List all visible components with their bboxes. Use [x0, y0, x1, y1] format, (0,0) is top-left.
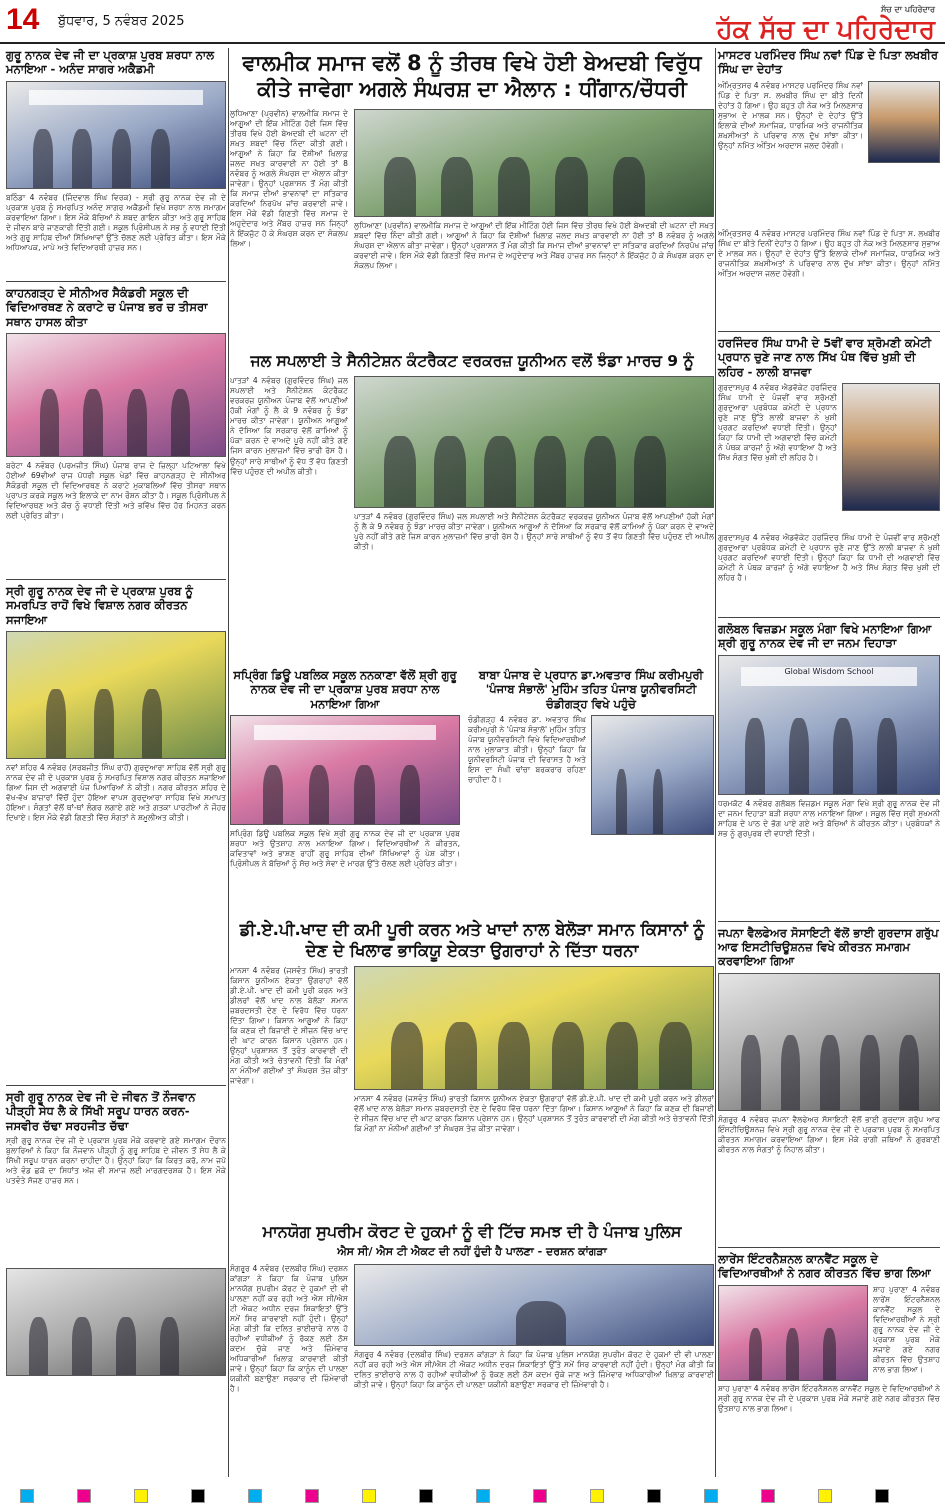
color-swatch [647, 1489, 661, 1503]
article-headline: ਸਪ੍ਰਿੰਗ ਡਿਊ ਪਬਲਿਕ ਸਕੂਲ ਨਨਕਾਣਾ ਵੱਲੋਂ ਸ਼੍ਰੀ ਗੁਰੂ ਨਾਨਕ ਦੇਵ ਜੀ ਦਾ ਪ੍ਰਕਾਸ਼ ਪੁਰਬ ਸ਼ਰਧਾ ਨਾਲ ਮਨਾਇਆ ਗਿਆ [233, 668, 457, 711]
color-swatch [20, 1489, 34, 1503]
color-swatch [248, 1489, 262, 1503]
article-body: ਗੁਰਦਾਸਪੁਰ 4 ਨਵੰਬਰ ਐਡਵੋਕੇਟ ਹਰਜਿੰਦਰ ਸਿੰਘ ਧਾਮੀ ਦੇ ਪੰਜਵੀਂ ਵਾਰ ਸ਼੍ਰੋਮਣੀ ਗੁਰਦੁਆਰਾ ਪ੍ਰਬੰਧਕ ਕਮੇਟੀ ਦੇ ਪ੍ਰਧਾਨ ਚੁਣੇ ਜਾਣ ਉੱਤੇ ਲਾਲੀ ਬਾਜਵਾ ਨੇ ਖੁਸ਼ੀ ਪ੍ਰਗਟ ਕਰਦਿਆਂ ਵਧਾਈ ਦਿੱਤੀ। ਉਨ੍ਹਾਂ ਕਿਹਾ ਕਿ ਧਾਮੀ ਦੀ ਅਗਵਾਈ ਵਿੱਚ ਕਮੇਟੀ ਨੇ ਪੰਥਕ ਕਾਰਜਾਂ ਨੂੰ ਅੱਗੇ ਵਧਾਇਆ ਹੈ ਅਤੇ ਸਿੱਖ ਸੰਗਤ ਵਿੱਚ ਖੁਸ਼ੀ ਦੀ ਲਹਿਰ ਹੈ। [718, 532, 940, 582]
article-headline: ਮਾਨਯੋਗ ਸੁਪਰੀਮ ਕੋਰਟ ਦੇ ਹੁਕਮਾਂ ਨੂੰ ਵੀ ਟਿੱਚ ਸਮਝ ਦੀ ਹੈ ਪੰਜਾਬ ਪੁਲਿਸ [262, 1222, 682, 1241]
page-number: 14 [6, 3, 40, 36]
university-visit-photo [591, 715, 714, 835]
color-swatch [818, 1489, 832, 1503]
article-body: ਸ਼ਾਹ ਪੁਰਾਣਾ 4 ਨਵੰਬਰ ਲਾਰੇਂਸ ਇੰਟਰਨੈਸ਼ਨਲ ਕਾਨਵੈਂਟ ਸਕੂਲ ਦੇ ਵਿਦਿਆਰਥੀਆਂ ਨੇ ਸ੍ਰੀ ਗੁਰੂ ਨਾਨਕ ਦੇਵ ਜੀ ਦੇ ਪ੍ਰਕਾਸ਼ ਪੁਰਬ ਮੌਕੇ ਸਜਾਏ ਗਏ ਨਗਰ ਕੀਰਤਨ ਵਿੱਚ ਉਤਸ਼ਾਹ ਨਾਲ ਭਾਗ ਲਿਆ। [873, 1284, 940, 1374]
article-headline: ਮਾਸਟਰ ਪਰਮਿੰਦਰ ਸਿੰਘ ਨਵਾਂ ਪਿੰਡ ਦੇ ਪਿਤਾ ਲਖਬੀਰ ਸਿੰਘ ਦਾ ਦੇਹਾਂਤ [718, 48, 938, 77]
press-conference-photo [354, 1264, 714, 1346]
article-headline: ਗਲੋਬਲ ਵਿਜ਼ਡਮ ਸਕੂਲ ਮੰਗਾ ਵਿਖੇ ਮਨਾਇਆ ਗਿਆ ਸ਼੍ਰੀ ਗੁਰੂ ਨਾਨਕ ਦੇਵ ਜੀ ਦਾ ਜਨਮ ਦਿਹਾੜਾ [718, 621, 932, 651]
article-body: ਗੁਰਦਾਸਪੁਰ 4 ਨਵੰਬਰ ਐਡਵੋਕੇਟ ਹਰਜਿੰਦਰ ਸਿੰਘ ਧਾਮੀ ਦੇ ਪੰਜਵੀਂ ਵਾਰ ਸ਼੍ਰੋਮਣੀ ਗੁਰਦੁਆਰਾ ਪ੍ਰਬੰਧਕ ਕਮੇਟੀ ਦੇ ਪ੍ਰਧਾਨ ਚੁਣੇ ਜਾਣ ਉੱਤੇ ਲਾਲੀ ਬਾਜਵਾ ਨੇ ਖੁਸ਼ੀ ਪ੍ਰਗਟ ਕਰਦਿਆਂ ਵਧਾਈ ਦਿੱਤੀ। ਉਨ੍ਹਾਂ ਕਿਹਾ ਕਿ ਧਾਮੀ ਦੀ ਅਗਵਾਈ ਵਿੱਚ ਕਮੇਟੀ ਨੇ ਪੰਥਕ ਕਾਰਜਾਂ ਨੂੰ ਅੱਗੇ ਵਧਾਇਆ ਹੈ ਅਤੇ ਸਿੱਖ ਸੰਗਤ ਵਿੱਚ ਖੁਸ਼ੀ ਦੀ ਲਹਿਰ ਹੈ। [718, 382, 837, 462]
article-body: ਮਾਨਸਾ 4 ਨਵੰਬਰ (ਜਸਵੰਤ ਸਿੰਘ) ਭਾਰਤੀ ਕਿਸਾਨ ਯੂਨੀਅਨ ਏਕਤਾ ਉਗਰਾਹਾਂ ਵੱਲੋਂ ਡੀ.ਏ.ਪੀ. ਖਾਦ ਦੀ ਕਮੀ ਪੂਰੀ ਕਰਨ ਅਤੇ ਡੀਲਰਾਂ ਵੱਲੋਂ ਖਾਦ ਨਾਲ ਬੇਲੋੜਾ ਸਮਾਨ ਜ਼ਬਰਦਸਤੀ ਦੇਣ ਦੇ ਵਿਰੋਧ ਵਿੱਚ ਧਰਨਾ ਦਿੱਤਾ ਗਿਆ। ਕਿਸਾਨ ਆਗੂਆਂ ਨੇ ਕਿਹਾ ਕਿ ਕਣਕ ਦੀ ਬਿਜਾਈ ਦੇ ਸੀਜ਼ਨ ਵਿੱਚ ਖਾਦ ਦੀ ਘਾਟ ਕਾਰਨ ਕਿਸਾਨ ਪ੍ਰੇਸ਼ਾਨ ਹਨ। ਉਨ੍ਹਾਂ ਪ੍ਰਸ਼ਾਸਨ ਤੋਂ ਤੁਰੰਤ ਕਾਰਵਾਈ ਦੀ ਮੰਗ ਕੀਤੀ ਅਤੇ ਚੇਤਾਵਨੀ ਦਿੱਤੀ ਕਿ ਮੰਗਾਂ ਨਾ ਮੰਨੀਆਂ ਗਈਆਂ ਤਾਂ ਸੰਘਰਸ਼ ਤੇਜ਼ ਕੀਤਾ ਜਾਵੇਗਾ। [230, 966, 348, 1086]
article-headline: ਹਰਜਿੰਦਰ ਸਿੰਘ ਧਾਮੀ ਦੇ 5ਵੀਂ ਵਾਰ ਸ਼੍ਰੋਮਣੀ ਕਮੇਟੀ ਪ੍ਰਧਾਨ ਚੁਣੇ ਜਾਣ ਨਾਲ ਸਿੱਖ ਪੰਥ ਵਿੱਚ ਖੁਸ਼ੀ ਦੀ ਲਹਿਰ - ਲਾਲੀ ਬਾਜਵਾ [718, 335, 932, 379]
article-headline: ਲਾਰੇਂਸ ਇੰਟਰਨੈਸ਼ਨਲ ਕਾਨਵੈਂਟ ਸਕੂਲ ਦੇ ਵਿਦਿਆਰਥੀਆਂ ਨੇ ਨਗਰ ਕੀਰਤਨ ਵਿੱਚ ਭਾਗ ਲਿਆ [718, 1251, 931, 1281]
masthead-tagline: ਸੱਚ ਦਾ ਪਹਿਰੇਦਾਰ [880, 4, 935, 14]
article-headline: ਜਲ ਸਪਲਾਈ ਤੇ ਸੈਨੀਟੇਸ਼ਨ ਕੰਟਰੈਕਟ ਵਰਕਰਜ਼ ਯੂਨੀਅਨ ਵਲੋਂ ਝੰਡਾ ਮਾਰਚ 9 ਨੂੰ [250, 352, 694, 370]
school-celebration-photo [230, 715, 460, 825]
color-swatch [533, 1489, 547, 1503]
color-swatch [875, 1489, 889, 1503]
color-swatch [191, 1489, 205, 1503]
masthead [717, 4, 935, 46]
main-section [230, 50, 714, 399]
color-swatch [476, 1489, 490, 1503]
left-column [6, 48, 226, 1376]
article-headline: ਡੀ.ਏ.ਪੀ.ਖਾਦ ਦੀ ਕਮੀ ਪੂਰੀ ਕਰਨ ਅਤੇ ਖਾਦਾਂ ਨਾਲ ਬੇਲੋੜਾ ਸਮਾਨ ਕਿਸਾਨਾਂ ਨੂੰ ਦੇਣ ਦੇ ਖਿਲਾਫ ਭਾਕਿਯੂ ਏਕਤਾ ਉਗਰਾਹਾਂ ਨੇ ਦਿੱਤਾ ਧਰਨਾ [239, 920, 705, 960]
article-body: ਸ਼ਾਹ ਪੁਰਾਣਾ 4 ਨਵੰਬਰ ਲਾਰੇਂਸ ਇੰਟਰਨੈਸ਼ਨਲ ਕਾਨਵੈਂਟ ਸਕੂਲ ਦੇ ਵਿਦਿਆਰਥੀਆਂ ਨੇ ਸ੍ਰੀ ਗੁਰੂ ਨਾਨਕ ਦੇਵ ਜੀ ਦੇ ਪ੍ਰਕਾਸ਼ ਪੁਰਬ ਮੌਕੇ ਸਜਾਏ ਗਏ ਨਗਰ ਕੀਰਤਨ ਵਿੱਚ ਉਤਸ਼ਾਹ ਨਾਲ ਭਾਗ ਲਿਆ। [718, 1383, 940, 1413]
article-body: ਬਰੇਟਾ 4 ਨਵੰਬਰ (ਪਰਮਜੀਤ ਸਿੰਘ) ਪੰਜਾਬ ਰਾਜ ਦੇ ਜ਼ਿਲ੍ਹਾ ਪਟਿਆਲਾ ਵਿਖੇ ਹੋਈਆਂ 69ਵੀਆਂ ਰਾਜ ਪੱਧਰੀ ਸਕੂਲ ਖੇਡਾਂ ਵਿੱਚ ਕਾਹਨਗੜ੍ਹ ਦੇ ਸੀਨੀਅਰ ਸੈਕੰਡਰੀ ਸਕੂਲ ਦੀ ਵਿਦਿਆਰਥਣ ਨੇ ਕਰਾਟੇ ਮੁਕਾਬਲਿਆਂ ਵਿੱਚ ਤੀਸਰਾ ਸਥਾਨ ਪ੍ਰਾਪਤ ਕਰਕੇ ਸਕੂਲ ਅਤੇ ਇਲਾਕੇ ਦਾ ਨਾਮ ਰੌਸ਼ਨ ਕੀਤਾ ਹੈ। ਸਕੂਲ ਪ੍ਰਿੰਸੀਪਲ ਨੇ ਵਿਦਿਆਰਥਣ ਅਤੇ ਕੋਚ ਨੂੰ ਵਧਾਈ ਦਿੱਤੀ ਅਤੇ ਭਵਿੱਖ ਵਿੱਚ ਹੋਰ ਮਿਹਨਤ ਕਰਨ ਲਈ ਪ੍ਰੇਰਿਤ ਕੀਤਾ। [6, 460, 226, 520]
article-body: ਸੰਗਰੂਰ 4 ਨਵੰਬਰ (ਦਲਬੀਰ ਸਿੰਘ) ਦਰਸ਼ਨ ਕਾਂਗੜਾ ਨੇ ਕਿਹਾ ਕਿ ਪੰਜਾਬ ਪੁਲਿਸ ਮਾਨਯੋਗ ਸੁਪਰੀਮ ਕੋਰਟ ਦੇ ਹੁਕਮਾਂ ਦੀ ਵੀ ਪਾਲਣਾ ਨਹੀਂ ਕਰ ਰਹੀ ਅਤੇ ਐਸ ਸੀ/ਐਸ ਟੀ ਐਕਟ ਅਧੀਨ ਦਰਜ ਸ਼ਿਕਾਇਤਾਂ ਉੱਤੇ ਸਮੇਂ ਸਿਰ ਕਾਰਵਾਈ ਨਹੀਂ ਹੁੰਦੀ। ਉਨ੍ਹਾਂ ਮੰਗ ਕੀਤੀ ਕਿ ਦਲਿਤ ਭਾਈਚਾਰੇ ਨਾਲ ਹੋ ਰਹੀਆਂ ਵਧੀਕੀਆਂ ਨੂੰ ਰੋਕਣ ਲਈ ਠੋਸ ਕਦਮ ਚੁੱਕੇ ਜਾਣ ਅਤੇ ਜ਼ਿੰਮੇਵਾਰ ਅਧਿਕਾਰੀਆਂ ਖ਼ਿਲਾਫ਼ ਕਾਰਵਾਈ ਕੀਤੀ ਜਾਵੇ। ਉਨ੍ਹਾਂ ਕਿਹਾ ਕਿ ਕਾਨੂੰਨ ਦੀ ਪਾਲਣਾ ਯਕੀਨੀ ਬਣਾਉਣਾ ਸਰਕਾਰ ਦੀ ਜ਼ਿੰਮੇਵਾਰੀ ਹੈ। [230, 1264, 348, 1394]
color-swatch [419, 1489, 433, 1503]
article-body: ਸੰਗਰੂਰ 4 ਨਵੰਬਰ ਜਪਨਾ ਵੈਲਫੇਅਰ ਸੋਸਾਇਟੀ ਵੱਲੋਂ ਭਾਈ ਗੁਰਦਾਸ ਗਰੁੱਪ ਆਫ ਇੰਸਟੀਚਿਊਸ਼ਨਜ਼ ਵਿਖੇ ਸ੍ਰੀ ਗੁਰੂ ਨਾਨਕ ਦੇਵ ਜੀ ਦੇ ਪ੍ਰਕਾਸ਼ ਪੁਰਬ ਨੂੰ ਸਮਰਪਿਤ ਕੀਰਤਨ ਸਮਾਗਮ ਕਰਵਾਇਆ ਗਿਆ। ਇਸ ਮੌਕੇ ਰਾਗੀ ਜਥਿਆਂ ਨੇ ਗੁਰਬਾਣੀ ਕੀਰਤਨ ਨਾਲ ਸੰਗਤਾਂ ਨੂੰ ਨਿਹਾਲ ਕੀਤਾ। [718, 1114, 940, 1154]
nagar-kirtan-photo [6, 631, 226, 759]
right-column [718, 48, 940, 1456]
page-header [0, 0, 945, 44]
article-body: ਲੁਧਿਆਣਾ (ਪ੍ਰਵੀਨ) ਵਾਲਮੀਕਿ ਸਮਾਜ ਦੇ ਆਗੂਆਂ ਦੀ ਇੱਕ ਮੀਟਿੰਗ ਹੋਈ ਜਿਸ ਵਿੱਚ ਤੀਰਥ ਵਿਖੇ ਹੋਈ ਬੇਅਦਬੀ ਦੀ ਘਟਨਾ ਦੀ ਸਖ਼ਤ ਸ਼ਬਦਾਂ ਵਿੱਚ ਨਿੰਦਾ ਕੀਤੀ ਗਈ। ਆਗੂਆਂ ਨੇ ਕਿਹਾ ਕਿ ਦੋਸ਼ੀਆਂ ਖ਼ਿਲਾਫ਼ ਜਲਦ ਸਖ਼ਤ ਕਾਰਵਾਈ ਨਾ ਹੋਈ ਤਾਂ 8 ਨਵੰਬਰ ਨੂੰ ਅਗਲੇ ਸੰਘਰਸ਼ ਦਾ ਐਲਾਨ ਕੀਤਾ ਜਾਵੇਗਾ। ਉਨ੍ਹਾਂ ਪ੍ਰਸ਼ਾਸਨ ਤੋਂ ਮੰਗ ਕੀਤੀ ਕਿ ਸਮਾਜ ਦੀਆਂ ਭਾਵਨਾਵਾਂ ਦਾ ਸਤਿਕਾਰ ਕਰਦਿਆਂ ਨਿਰਪੱਖ ਜਾਂਚ ਕਰਵਾਈ ਜਾਵੇ। ਇਸ ਮੌਕੇ ਵੱਡੀ ਗਿਣਤੀ ਵਿੱਚ ਸਮਾਜ ਦੇ ਅਹੁਦੇਦਾਰ ਅਤੇ ਮੈਂਬਰ ਹਾਜ਼ਰ ਸਨ ਜਿਨ੍ਹਾਂ ਨੇ ਇੱਕਜੁੱਟ ਹੋ ਕੇ ਸੰਘਰਸ਼ ਕਰਨ ਦਾ ਸੰਕਲਪ ਲਿਆ। [230, 108, 348, 248]
farmers-protest-photo [354, 966, 714, 1090]
color-swatch [77, 1489, 91, 1503]
article-body: ਪਾਤੜਾਂ 4 ਨਵੰਬਰ (ਗੁਰਵਿੰਦਰ ਸਿੰਘ) ਜਲ ਸਪਲਾਈ ਅਤੇ ਸੈਨੀਟੇਸ਼ਨ ਕੰਟਰੈਕਟ ਵਰਕਰਜ਼ ਯੂਨੀਅਨ ਪੰਜਾਬ ਵੱਲੋਂ ਆਪਣੀਆਂ ਹੱਕੀ ਮੰਗਾਂ ਨੂੰ ਲੈ ਕੇ 9 ਨਵੰਬਰ ਨੂੰ ਝੰਡਾ ਮਾਰਚ ਕੀਤਾ ਜਾਵੇਗਾ। ਯੂਨੀਅਨ ਆਗੂਆਂ ਨੇ ਦੱਸਿਆ ਕਿ ਸਰਕਾਰ ਵੱਲੋਂ ਕਾਮਿਆਂ ਨੂੰ ਪੱਕਾ ਕਰਨ ਦੇ ਵਾਅਦੇ ਪੂਰੇ ਨਹੀਂ ਕੀਤੇ ਗਏ ਜਿਸ ਕਾਰਨ ਮੁਲਾਜ਼ਮਾਂ ਵਿੱਚ ਭਾਰੀ ਰੋਸ ਹੈ। ਉਨ੍ਹਾਂ ਸਾਰੇ ਸਾਥੀਆਂ ਨੂੰ ਵੱਧ ਤੋਂ ਵੱਧ ਗਿਣਤੀ ਵਿੱਚ ਪਹੁੰਚਣ ਦੀ ਅਪੀਲ ਕੀਤੀ। [230, 376, 348, 476]
article-headline: ਜਪਨਾ ਵੈਲਫੇਅਰ ਸੋਸਾਇਟੀ ਵੱਲੋਂ ਭਾਈ ਗੁਰਦਾਸ ਗਰੁੱਪ ਆਫ ਇਸਟੀਚਿਊਸ਼ਨਜ਼ ਵਿਖੇ ਕੀਰਤਨ ਸਮਾਗਮ ਕਰਵਾਇਆ ਗਿਆ [718, 925, 939, 969]
column-rule [715, 48, 716, 1477]
main-section [230, 1222, 714, 1484]
school-sign: Global Wisdom School [741, 667, 917, 686]
meeting-photo [354, 109, 714, 217]
column-rule [228, 48, 229, 1477]
kirtan-samagam-photo [718, 973, 940, 1111]
school-story [230, 668, 460, 959]
article-headline: ਕਾਹਨਗੜ੍ਹ ਦੇ ਸੀਨੀਅਰ ਸੈਕੰਡਰੀ ਸਕੂਲ ਦੀ ਵਿਦਿਆਰਥਣ ਨੇ ਕਰਾਟੇ ਚ ਪੰਜਾਬ ਭਰ ਚ ਤੀਸਰਾ ਸਥਾਨ ਹਾਸਲ ਕੀਤਾ [6, 285, 208, 329]
school-event-photo [6, 81, 226, 189]
article-body: ਨਵਾਂ ਸ਼ਹਿਰ 4 ਨਵੰਬਰ (ਸਰਬਜੀਤ ਸਿੰਘ ਰਾਹੋਂ) ਗੁਰਦੁਆਰਾ ਸਾਹਿਬ ਵੱਲੋਂ ਸ੍ਰੀ ਗੁਰੂ ਨਾਨਕ ਦੇਵ ਜੀ ਦੇ ਪ੍ਰਕਾਸ਼ ਪੁਰਬ ਨੂੰ ਸਮਰਪਿਤ ਵਿਸ਼ਾਲ ਨਗਰ ਕੀਰਤਨ ਸਜਾਇਆ ਗਿਆ ਜਿਸ ਦੀ ਅਗਵਾਈ ਪੰਜ ਪਿਆਰਿਆਂ ਨੇ ਕੀਤੀ। ਨਗਰ ਕੀਰਤਨ ਸ਼ਹਿਰ ਦੇ ਵੱਖ-ਵੱਖ ਬਾਜ਼ਾਰਾਂ ਵਿੱਚੋਂ ਹੁੰਦਾ ਹੋਇਆ ਵਾਪਸ ਗੁਰਦੁਆਰਾ ਸਾਹਿਬ ਵਿਖੇ ਸਮਾਪਤ ਹੋਇਆ। ਸੰਗਤਾਂ ਵੱਲੋਂ ਥਾਂ-ਥਾਂ ਲੰਗਰ ਲਗਾਏ ਗਏ ਅਤੇ ਗਤਕਾ ਪਾਰਟੀਆਂ ਨੇ ਜੌਹਰ ਦਿਖਾਏ। ਇਸ ਮੌਕੇ ਵੱਡੀ ਗਿਣਤੀ ਵਿੱਚ ਸੰਗਤਾਂ ਨੇ ਸ਼ਮੂਲੀਅਤ ਕੀਤੀ। [6, 763, 226, 823]
color-swatch [761, 1489, 775, 1503]
color-swatch [704, 1489, 718, 1503]
article-headline: ਬਾਬਾ ਪੰਜਾਬ ਦੇ ਪ੍ਰਧਾਨ ਡਾ.ਅਵਤਾਰ ਸਿੰਘ ਕਰੀਮਪੁਰੀ 'ਪੰਜਾਬ ਸੰਭਾਲੋ' ਮੁਹਿੰਮ ਤਹਿਤ ਪੰਜਾਬ ਯੂਨੀਵਰਸਿਟੀ ਚੰਡੀਗੜ੍ਹ ਵਿਖੇ ਪਹੁੰਚੇ [478, 668, 704, 711]
union-members-photo [354, 376, 714, 508]
article-body: ਪਾਤੜਾਂ 4 ਨਵੰਬਰ (ਗੁਰਵਿੰਦਰ ਸਿੰਘ) ਜਲ ਸਪਲਾਈ ਅਤੇ ਸੈਨੀਟੇਸ਼ਨ ਕੰਟਰੈਕਟ ਵਰਕਰਜ਼ ਯੂਨੀਅਨ ਪੰਜਾਬ ਵੱਲੋਂ ਆਪਣੀਆਂ ਹੱਕੀ ਮੰਗਾਂ ਨੂੰ ਲੈ ਕੇ 9 ਨਵੰਬਰ ਨੂੰ ਝੰਡਾ ਮਾਰਚ ਕੀਤਾ ਜਾਵੇਗਾ। ਯੂਨੀਅਨ ਆਗੂਆਂ ਨੇ ਦੱਸਿਆ ਕਿ ਸਰਕਾਰ ਵੱਲੋਂ ਕਾਮਿਆਂ ਨੂੰ ਪੱਕਾ ਕਰਨ ਦੇ ਵਾਅਦੇ ਪੂਰੇ ਨਹੀਂ ਕੀਤੇ ਗਏ ਜਿਸ ਕਾਰਨ ਮੁਲਾਜ਼ਮਾਂ ਵਿੱਚ ਭਾਰੀ ਰੋਸ ਹੈ। ਉਨ੍ਹਾਂ ਸਾਰੇ ਸਾਥੀਆਂ ਨੂੰ ਵੱਧ ਤੋਂ ਵੱਧ ਗਿਣਤੀ ਵਿੱਚ ਪਹੁੰਚਣ ਦੀ ਅਪੀਲ ਕੀਤੀ। [354, 512, 714, 552]
article-headline: ਸ੍ਰੀ ਗੁਰੂ ਨਾਨਕ ਦੇਵ ਜੀ ਦੇ ਪ੍ਰਕਾਸ਼ ਪੁਰਬ ਨੂੰ ਸਮਰਪਿਤ ਰਾਹੋਂ ਵਿਖੇ ਵਿਸ਼ਾਲ ਨਗਰ ਕੀਰਤਨ ਸਜਾਇਆ [6, 583, 193, 627]
article-body: ਲੁਧਿਆਣਾ (ਪ੍ਰਵੀਨ) ਵਾਲਮੀਕਿ ਸਮਾਜ ਦੇ ਆਗੂਆਂ ਦੀ ਇੱਕ ਮੀਟਿੰਗ ਹੋਈ ਜਿਸ ਵਿੱਚ ਤੀਰਥ ਵਿਖੇ ਹੋਈ ਬੇਅਦਬੀ ਦੀ ਘਟਨਾ ਦੀ ਸਖ਼ਤ ਸ਼ਬਦਾਂ ਵਿੱਚ ਨਿੰਦਾ ਕੀਤੀ ਗਈ। ਆਗੂਆਂ ਨੇ ਕਿਹਾ ਕਿ ਦੋਸ਼ੀਆਂ ਖ਼ਿਲਾਫ਼ ਜਲਦ ਸਖ਼ਤ ਕਾਰਵਾਈ ਨਾ ਹੋਈ ਤਾਂ 8 ਨਵੰਬਰ ਨੂੰ ਅਗਲੇ ਸੰਘਰਸ਼ ਦਾ ਐਲਾਨ ਕੀਤਾ ਜਾਵੇਗਾ। ਉਨ੍ਹਾਂ ਪ੍ਰਸ਼ਾਸਨ ਤੋਂ ਮੰਗ ਕੀਤੀ ਕਿ ਸਮਾਜ ਦੀਆਂ ਭਾਵਨਾਵਾਂ ਦਾ ਸਤਿਕਾਰ ਕਰਦਿਆਂ ਨਿਰਪੱਖ ਜਾਂਚ ਕਰਵਾਈ ਜਾਵੇ। ਇਸ ਮੌਕੇ ਵੱਡੀ ਗਿਣਤੀ ਵਿੱਚ ਸਮਾਜ ਦੇ ਅਹੁਦੇਦਾਰ ਅਤੇ ਮੈਂਬਰ ਹਾਜ਼ਰ ਸਨ ਜਿਨ੍ਹਾਂ ਨੇ ਇੱਕਜੁੱਟ ਹੋ ਕੇ ਸੰਘਰਸ਼ ਕਰਨ ਦਾ ਸੰਕਲਪ ਲਿਆ। [354, 220, 714, 270]
article-body: ਸੰਗਰੂਰ 4 ਨਵੰਬਰ (ਦਲਬੀਰ ਸਿੰਘ) ਦਰਸ਼ਨ ਕਾਂਗੜਾ ਨੇ ਕਿਹਾ ਕਿ ਪੰਜਾਬ ਪੁਲਿਸ ਮਾਨਯੋਗ ਸੁਪਰੀਮ ਕੋਰਟ ਦੇ ਹੁਕਮਾਂ ਦੀ ਵੀ ਪਾਲਣਾ ਨਹੀਂ ਕਰ ਰਹੀ ਅਤੇ ਐਸ ਸੀ/ਐਸ ਟੀ ਐਕਟ ਅਧੀਨ ਦਰਜ ਸ਼ਿਕਾਇਤਾਂ ਉੱਤੇ ਸਮੇਂ ਸਿਰ ਕਾਰਵਾਈ ਨਹੀਂ ਹੁੰਦੀ। ਉਨ੍ਹਾਂ ਮੰਗ ਕੀਤੀ ਕਿ ਦਲਿਤ ਭਾਈਚਾਰੇ ਨਾਲ ਹੋ ਰਹੀਆਂ ਵਧੀਕੀਆਂ ਨੂੰ ਰੋਕਣ ਲਈ ਠੋਸ ਕਦਮ ਚੁੱਕੇ ਜਾਣ ਅਤੇ ਜ਼ਿੰਮੇਵਾਰ ਅਧਿਕਾਰੀਆਂ ਖ਼ਿਲਾਫ਼ ਕਾਰਵਾਈ ਕੀਤੀ ਜਾਵੇ। ਉਨ੍ਹਾਂ ਕਿਹਾ ਕਿ ਕਾਨੂੰਨ ਦੀ ਪਾਲਣਾ ਯਕੀਨੀ ਬਣਾਉਣਾ ਸਰਕਾਰ ਦੀ ਜ਼ਿੰਮੇਵਾਰੀ ਹੈ। [354, 1350, 714, 1390]
article-body: ਬਠਿੰਡਾ 4 ਨਵੰਬਰ (ਜਿੰਦਵਾਲ ਸਿੰਘ ਵਿਰਕ) - ਸ੍ਰੀ ਗੁਰੂ ਨਾਨਕ ਦੇਵ ਜੀ ਦੇ ਪ੍ਰਕਾਸ਼ ਪੁਰਬ ਨੂੰ ਸਮਰਪਿਤ ਅਨੰਦ ਸਾਗਰ ਅਕੈਡਮੀ ਵਿਖੇ ਸ਼ਰਧਾ ਨਾਲ ਸਮਾਗਮ ਕਰਵਾਇਆ ਗਿਆ। ਇਸ ਮੌਕੇ ਬੱਚਿਆਂ ਨੇ ਸ਼ਬਦ ਗਾਇਨ ਕੀਤਾ ਅਤੇ ਗੁਰੂ ਸਾਹਿਬ ਦੇ ਜੀਵਨ ਬਾਰੇ ਜਾਣਕਾਰੀ ਦਿੱਤੀ ਗਈ। ਸਕੂਲ ਪ੍ਰਿੰਸੀਪਲ ਨੇ ਸਭ ਨੂੰ ਵਧਾਈ ਦਿੱਤੀ ਅਤੇ ਗੁਰੂ ਸਾਹਿਬ ਦੀਆਂ ਸਿੱਖਿਆਵਾਂ ਉੱਤੇ ਚੱਲਣ ਲਈ ਪ੍ਰੇਰਿਤ ਕੀਤਾ। ਇਸ ਮੌਕੇ ਅਧਿਆਪਕ, ਮਾਪੇ ਅਤੇ ਵਿਦਿਆਰਥੀ ਹਾਜ਼ਰ ਸਨ। [6, 192, 226, 252]
portrait-photo [842, 383, 940, 511]
registration-strip [0, 1483, 945, 1507]
article-headline: ਸ੍ਰੀ ਗੁਰੂ ਨਾਨਕ ਦੇਵ ਜੀ ਦੇ ਜੀਵਨ ਤੋਂ ਨੌਜਵਾਨ ਪੀੜ੍ਹੀ ਸੇਧ ਲੈ ਕੇ ਸਿੱਖੀ ਸਰੂਪ ਧਾਰਨ ਕਰਨ- ਜਸਵੀਰ ਚੱਢਾ ਸਰਹਜੀਤ ਚੱਢਾ [6, 1090, 196, 1133]
article-subhead: ਐਸ ਸੀ/ ਐਸ ਟੀ ਐਕਟ ਦੀ ਨਹੀਂ ਹੁੰਦੀ ਹੈ ਪਾਲਣਾ - ਦਰਸ਼ਨ ਕਾਂਗੜਾ [337, 1245, 607, 1258]
students-procession-photo [718, 1285, 868, 1381]
article-body: ਅੰਮ੍ਰਿਤਸਰ 4 ਨਵੰਬਰ ਮਾਸਟਰ ਪਰਮਿੰਦਰ ਸਿੰਘ ਨਵਾਂ ਪਿੰਡ ਦੇ ਪਿਤਾ ਸ. ਲਖਬੀਰ ਸਿੰਘ ਦਾ ਬੀਤੇ ਦਿਨੀਂ ਦੇਹਾਂਤ ਹੋ ਗਿਆ। ਉਹ ਬਹੁਤ ਹੀ ਨੇਕ ਅਤੇ ਮਿਲਣਸਾਰ ਸੁਭਾਅ ਦੇ ਮਾਲਕ ਸਨ। ਉਨ੍ਹਾਂ ਦੇ ਦੇਹਾਂਤ ਉੱਤੇ ਇਲਾਕੇ ਦੀਆਂ ਸਮਾਜਿਕ, ਧਾਰਮਿਕ ਅਤੇ ਰਾਜਨੀਤਿਕ ਸ਼ਖ਼ਸੀਅਤਾਂ ਨੇ ਪਰਿਵਾਰ ਨਾਲ ਦੁੱਖ ਸਾਂਝਾ ਕੀਤਾ। ਉਨ੍ਹਾਂ ਨਮਿੱਤ ਅੰਤਿਮ ਅਰਦਾਸ ਜਲਦ ਹੋਵੇਗੀ। [718, 80, 863, 150]
color-swatch [362, 1489, 376, 1503]
article-body: ਸ੍ਰੀ ਗੁਰੂ ਨਾਨਕ ਦੇਵ ਜੀ ਦੇ ਪ੍ਰਕਾਸ਼ ਪੁਰਬ ਮੌਕੇ ਕਰਵਾਏ ਗਏ ਸਮਾਗਮ ਦੌਰਾਨ ਬੁਲਾਰਿਆਂ ਨੇ ਕਿਹਾ ਕਿ ਨੌਜਵਾਨ ਪੀੜ੍ਹੀ ਨੂੰ ਗੁਰੂ ਸਾਹਿਬ ਦੇ ਜੀਵਨ ਤੋਂ ਸੇਧ ਲੈ ਕੇ ਸਿੱਖੀ ਸਰੂਪ ਧਾਰਨ ਕਰਨਾ ਚਾਹੀਦਾ ਹੈ। ਉਨ੍ਹਾਂ ਕਿਹਾ ਕਿ ਕਿਰਤ ਕਰੋ, ਨਾਮ ਜਪੋ ਅਤੇ ਵੰਡ ਛਕੋ ਦਾ ਸਿਧਾਂਤ ਅੱਜ ਵੀ ਸਮਾਜ ਲਈ ਮਾਰਗਦਰਸ਼ਕ ਹੈ। ਇਸ ਮੌਕੇ ਪਤਵੰਤੇ ਸੱਜਣ ਹਾਜ਼ਰ ਸਨ। [6, 1136, 226, 1186]
gathering-photo [6, 1268, 226, 1376]
lead-headline: ਵਾਲਮੀਕ ਸਮਾਜ ਵਲੋਂ 8 ਨੂੰ ਤੀਰਥ ਵਿਖੇ ਹੋਈ ਬੇਅਦਬੀ ਵਿਰੁੱਧ ਕੀਤੇ ਜਾਵੇਗਾ ਅਗਲੇ ਸੰਘਰਸ਼ ਦਾ ਐਲਾਨ : ਧੀਂਗਾਨ/ਚੌਧਰੀ [242, 51, 702, 102]
issue-date: ਬੁੱਧਵਾਰ, 5 ਨਵੰਬਰ 2025 [58, 14, 185, 29]
main-section [230, 352, 714, 676]
article-body: ਧਰਮਕੋਟ 4 ਨਵੰਬਰ ਗਲੋਬਲ ਵਿਜ਼ਡਮ ਸਕੂਲ ਮੰਗਾ ਵਿਖੇ ਸ਼੍ਰੀ ਗੁਰੂ ਨਾਨਕ ਦੇਵ ਜੀ ਦਾ ਜਨਮ ਦਿਹਾੜਾ ਬੜੀ ਸ਼ਰਧਾ ਨਾਲ ਮਨਾਇਆ ਗਿਆ। ਸਕੂਲ ਵਿੱਚ ਸ੍ਰੀ ਸੁਖਮਨੀ ਸਾਹਿਬ ਦੇ ਪਾਠ ਦੇ ਭੋਗ ਪਾਏ ਗਏ ਅਤੇ ਬੱਚਿਆਂ ਨੇ ਕੀਰਤਨ ਕੀਤਾ। ਪ੍ਰਬੰਧਕਾਂ ਨੇ ਸਭ ਨੂੰ ਗੁਰਪੁਰਬ ਦੀ ਵਧਾਈ ਦਿੱਤੀ। [718, 798, 940, 838]
masthead-title: ਹੱਕ ਸੱਚ ਦਾ ਪਹਿਰੇਦਾਰ [716, 15, 935, 45]
article-body: ਅੰਮ੍ਰਿਤਸਰ 4 ਨਵੰਬਰ ਮਾਸਟਰ ਪਰਮਿੰਦਰ ਸਿੰਘ ਨਵਾਂ ਪਿੰਡ ਦੇ ਪਿਤਾ ਸ. ਲਖਬੀਰ ਸਿੰਘ ਦਾ ਬੀਤੇ ਦਿਨੀਂ ਦੇਹਾਂਤ ਹੋ ਗਿਆ। ਉਹ ਬਹੁਤ ਹੀ ਨੇਕ ਅਤੇ ਮਿਲਣਸਾਰ ਸੁਭਾਅ ਦੇ ਮਾਲਕ ਸਨ। ਉਨ੍ਹਾਂ ਦੇ ਦੇਹਾਂਤ ਉੱਤੇ ਇਲਾਕੇ ਦੀਆਂ ਸਮਾਜਿਕ, ਧਾਰਮਿਕ ਅਤੇ ਰਾਜਨੀਤਿਕ ਸ਼ਖ਼ਸੀਅਤਾਂ ਨੇ ਪਰਿਵਾਰ ਨਾਲ ਦੁੱਖ ਸਾਂਝਾ ਕੀਤਾ। ਉਨ੍ਹਾਂ ਨਮਿੱਤ ਅੰਤਿਮ ਅਰਦਾਸ ਜਲਦ ਹੋਵੇਗੀ। [718, 228, 940, 278]
school-function-photo [718, 655, 940, 795]
karate-students-photo [6, 333, 226, 457]
portrait-photo [868, 81, 940, 163]
article-headline: ਗੁਰੂ ਨਾਨਕ ਦੇਵ ਜੀ ਦਾ ਪ੍ਰਕਾਸ਼ ਪੁਰਬ ਸ਼ਰਧਾ ਨਾਲ ਮਨਾਇਆ - ਅਨੰਦ ਸਾਗਰ ਅਕੈਡਮੀ [6, 48, 214, 77]
color-swatch [305, 1489, 319, 1503]
color-swatch [134, 1489, 148, 1503]
university-story [468, 668, 714, 937]
article-body: ਸਪ੍ਰਿੰਗ ਡਿਊ ਪਬਲਿਕ ਸਕੂਲ ਵਿਖੇ ਸ਼੍ਰੀ ਗੁਰੂ ਨਾਨਕ ਦੇਵ ਜੀ ਦਾ ਪ੍ਰਕਾਸ਼ ਪੁਰਬ ਸ਼ਰਧਾ ਅਤੇ ਉਤਸ਼ਾਹ ਨਾਲ ਮਨਾਇਆ ਗਿਆ। ਵਿਦਿਆਰਥੀਆਂ ਨੇ ਕੀਰਤਨ, ਕਵਿਤਾਵਾਂ ਅਤੇ ਭਾਸ਼ਣ ਰਾਹੀਂ ਗੁਰੂ ਸਾਹਿਬ ਦੀਆਂ ਸਿੱਖਿਆਵਾਂ ਨੂੰ ਪੇਸ਼ ਕੀਤਾ। ਪ੍ਰਿੰਸੀਪਲ ਨੇ ਬੱਚਿਆਂ ਨੂੰ ਸੱਚ ਅਤੇ ਸੇਵਾ ਦੇ ਮਾਰਗ ਉੱਤੇ ਚੱਲਣ ਲਈ ਪ੍ਰੇਰਿਤ ਕੀਤਾ। [230, 829, 460, 869]
color-swatch [590, 1489, 604, 1503]
main-section [230, 920, 714, 1206]
article-body: ਮਾਨਸਾ 4 ਨਵੰਬਰ (ਜਸਵੰਤ ਸਿੰਘ) ਭਾਰਤੀ ਕਿਸਾਨ ਯੂਨੀਅਨ ਏਕਤਾ ਉਗਰਾਹਾਂ ਵੱਲੋਂ ਡੀ.ਏ.ਪੀ. ਖਾਦ ਦੀ ਕਮੀ ਪੂਰੀ ਕਰਨ ਅਤੇ ਡੀਲਰਾਂ ਵੱਲੋਂ ਖਾਦ ਨਾਲ ਬੇਲੋੜਾ ਸਮਾਨ ਜ਼ਬਰਦਸਤੀ ਦੇਣ ਦੇ ਵਿਰੋਧ ਵਿੱਚ ਧਰਨਾ ਦਿੱਤਾ ਗਿਆ। ਕਿਸਾਨ ਆਗੂਆਂ ਨੇ ਕਿਹਾ ਕਿ ਕਣਕ ਦੀ ਬਿਜਾਈ ਦੇ ਸੀਜ਼ਨ ਵਿੱਚ ਖਾਦ ਦੀ ਘਾਟ ਕਾਰਨ ਕਿਸਾਨ ਪ੍ਰੇਸ਼ਾਨ ਹਨ। ਉਨ੍ਹਾਂ ਪ੍ਰਸ਼ਾਸਨ ਤੋਂ ਤੁਰੰਤ ਕਾਰਵਾਈ ਦੀ ਮੰਗ ਕੀਤੀ ਅਤੇ ਚੇਤਾਵਨੀ ਦਿੱਤੀ ਕਿ ਮੰਗਾਂ ਨਾ ਮੰਨੀਆਂ ਗਈਆਂ ਤਾਂ ਸੰਘਰਸ਼ ਤੇਜ਼ ਕੀਤਾ ਜਾਵੇਗਾ। [354, 1094, 714, 1134]
article-body: ਚੰਡੀਗੜ੍ਹ 4 ਨਵੰਬਰ ਡਾ. ਅਵਤਾਰ ਸਿੰਘ ਕਰੀਮਪੁਰੀ ਨੇ 'ਪੰਜਾਬ ਸੰਭਾਲੋ' ਮੁਹਿੰਮ ਤਹਿਤ ਪੰਜਾਬ ਯੂਨੀਵਰਸਿਟੀ ਵਿਖੇ ਵਿਦਿਆਰਥੀਆਂ ਨਾਲ ਮੁਲਾਕਾਤ ਕੀਤੀ। ਉਨ੍ਹਾਂ ਕਿਹਾ ਕਿ ਯੂਨੀਵਰਸਿਟੀ ਪੰਜਾਬ ਦੀ ਵਿਰਾਸਤ ਹੈ ਅਤੇ ਇਸ ਦਾ ਸੰਘੀ ਢਾਂਚਾ ਬਰਕਰਾਰ ਰਹਿਣਾ ਚਾਹੀਦਾ ਹੈ। [468, 715, 586, 785]
